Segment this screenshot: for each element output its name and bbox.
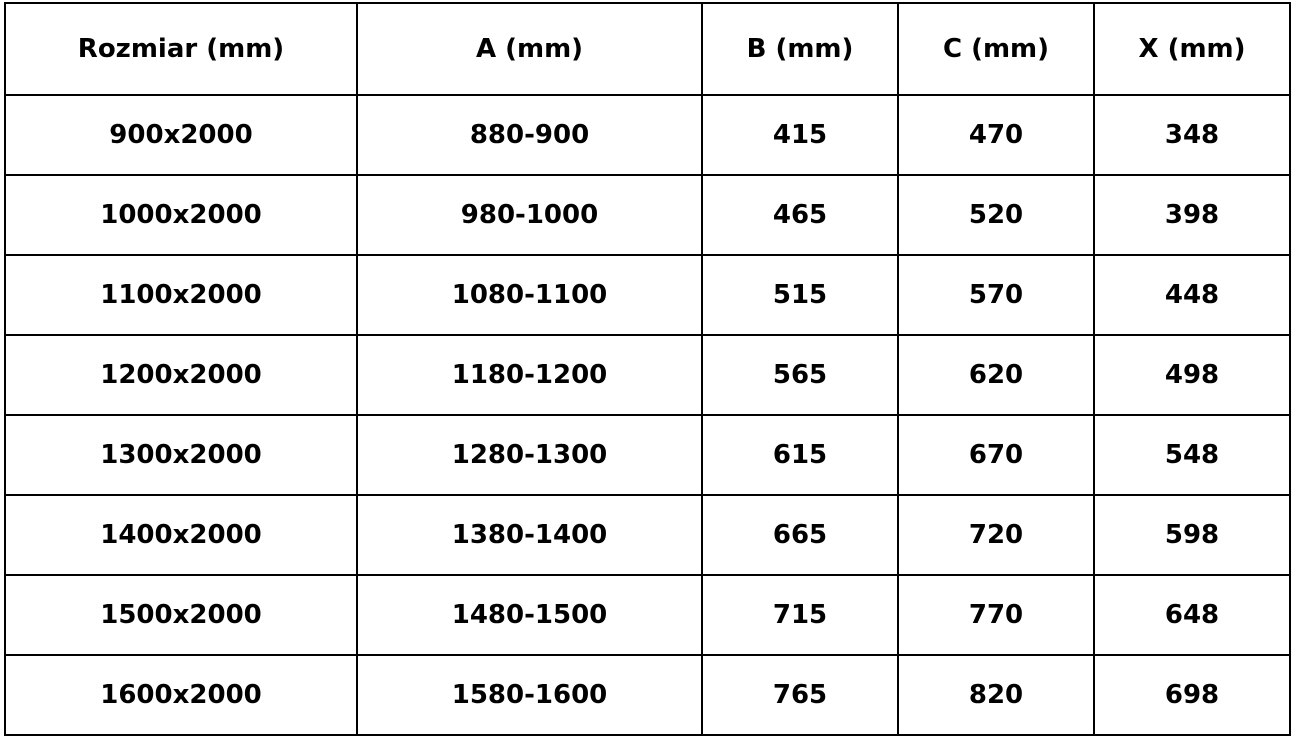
table-row (5, 415, 1290, 495)
cell-size: 1100x2000 (5, 255, 357, 335)
cell-c: 770 (898, 575, 1094, 655)
cell-a: 1080-1100 (357, 255, 702, 335)
cell-size: 900x2000 (5, 95, 357, 175)
cell-x: 648 (1094, 575, 1290, 655)
cell-b: 665 (702, 495, 898, 575)
cell-b: 765 (702, 655, 898, 735)
column-header-a: A (mm) (357, 3, 702, 95)
table-row (5, 575, 1290, 655)
table-row (5, 95, 1290, 175)
cell-c: 570 (898, 255, 1094, 335)
cell-size: 1500x2000 (5, 575, 357, 655)
column-header-b: B (mm) (702, 3, 898, 95)
cell-c: 720 (898, 495, 1094, 575)
cell-c: 820 (898, 655, 1094, 735)
cell-a: 880-900 (357, 95, 702, 175)
table-row (5, 335, 1290, 415)
cell-x: 398 (1094, 175, 1290, 255)
column-header-x: X (mm) (1094, 3, 1290, 95)
document-sheet (0, 2, 1297, 721)
cell-size: 1200x2000 (5, 335, 357, 415)
cell-size: 1600x2000 (5, 655, 357, 735)
column-header-c: C (mm) (898, 3, 1094, 95)
cell-size: 1000x2000 (5, 175, 357, 255)
table-body (5, 95, 1290, 735)
cell-b: 715 (702, 575, 898, 655)
cell-a: 1480-1500 (357, 575, 702, 655)
cell-a: 1380-1400 (357, 495, 702, 575)
cell-b: 615 (702, 415, 898, 495)
table-row (5, 495, 1290, 575)
cell-a: 980-1000 (357, 175, 702, 255)
cell-b: 565 (702, 335, 898, 415)
cell-a: 1580-1600 (357, 655, 702, 735)
cell-x: 698 (1094, 655, 1290, 735)
cell-c: 620 (898, 335, 1094, 415)
table-header-row (5, 3, 1290, 95)
cell-b: 515 (702, 255, 898, 335)
table-row (5, 655, 1290, 735)
table-row (5, 175, 1290, 255)
cell-x: 598 (1094, 495, 1290, 575)
cell-c: 520 (898, 175, 1094, 255)
cell-a: 1280-1300 (357, 415, 702, 495)
cell-a: 1180-1200 (357, 335, 702, 415)
column-header-size: Rozmiar (mm) (5, 3, 357, 95)
cell-x: 448 (1094, 255, 1290, 335)
cell-size: 1400x2000 (5, 495, 357, 575)
cell-b: 465 (702, 175, 898, 255)
table-header (5, 3, 1290, 95)
cell-x: 498 (1094, 335, 1290, 415)
table-row (5, 255, 1290, 335)
cell-b: 415 (702, 95, 898, 175)
cell-size: 1300x2000 (5, 415, 357, 495)
cell-c: 670 (898, 415, 1094, 495)
cell-x: 548 (1094, 415, 1290, 495)
cell-x: 348 (1094, 95, 1290, 175)
dimensions-table (4, 2, 1291, 736)
cell-c: 470 (898, 95, 1094, 175)
